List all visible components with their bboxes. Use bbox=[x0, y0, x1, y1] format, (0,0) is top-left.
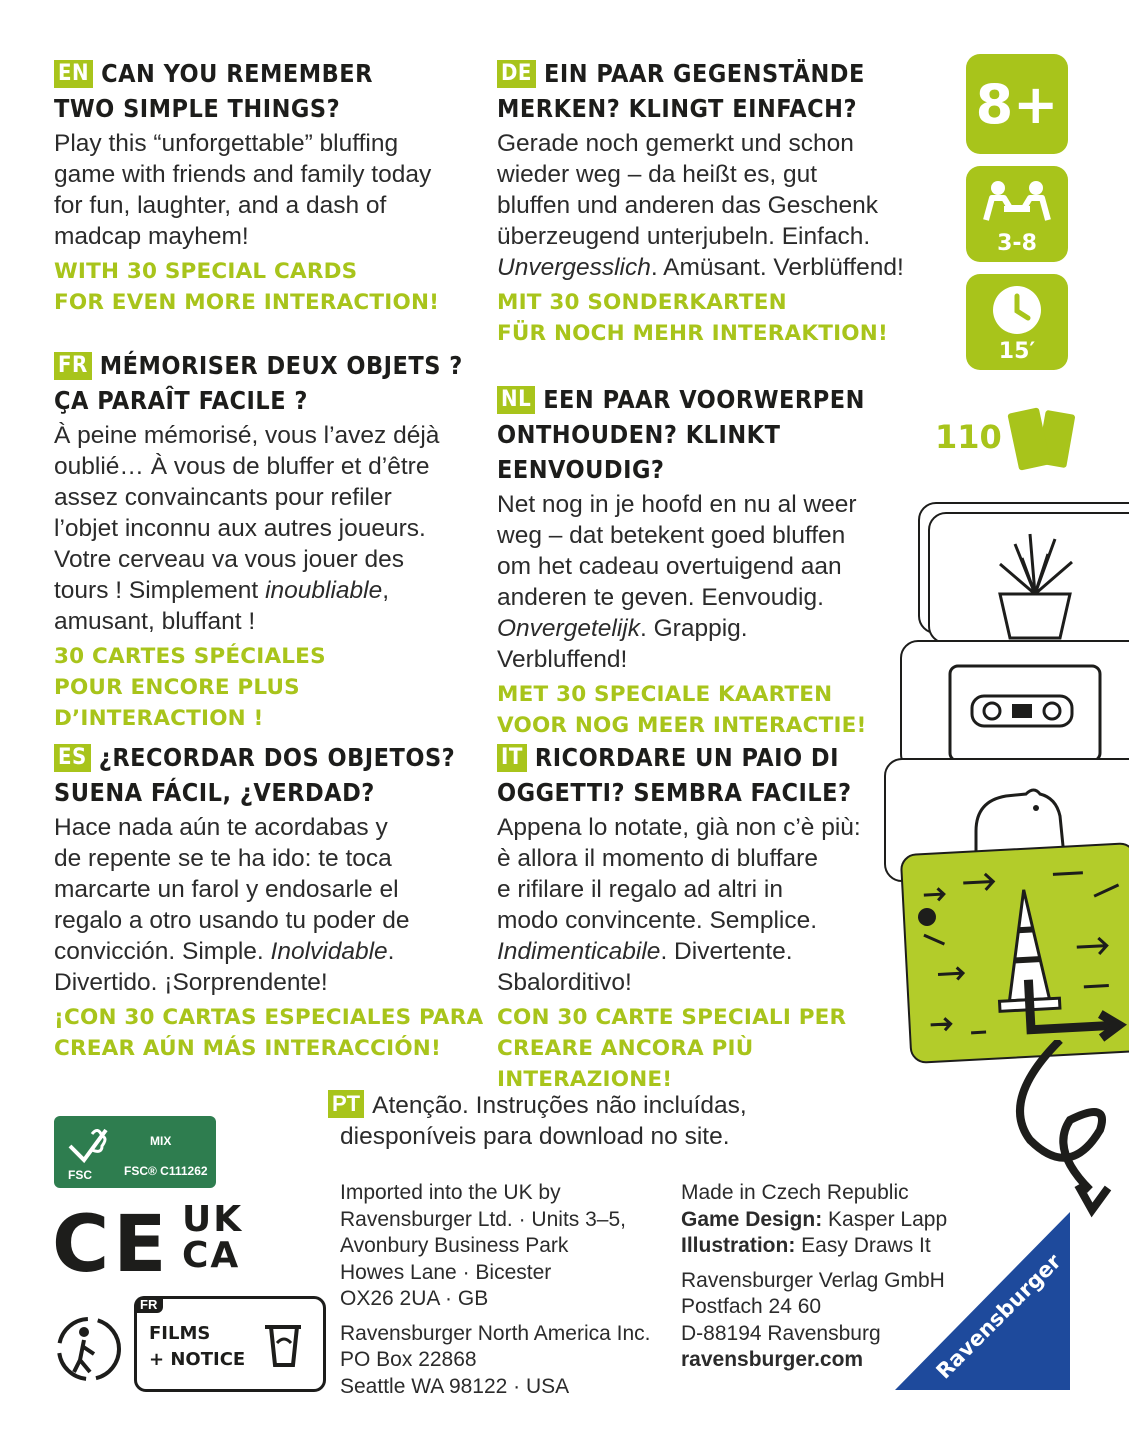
clock-icon bbox=[966, 280, 1068, 340]
ce-mark: CE bbox=[52, 1200, 171, 1290]
plant-card-front bbox=[928, 512, 1129, 644]
lang-tag-es: ES bbox=[54, 744, 91, 772]
section-nl bbox=[497, 382, 927, 741]
lang-tag-nl: NL bbox=[497, 386, 535, 414]
cards-icon bbox=[999, 404, 1089, 474]
ravensburger-logo bbox=[895, 1212, 1070, 1390]
en-title: EN CAN YOU REMEMBER TWO SIMPLE THINGS? bbox=[54, 59, 373, 123]
section-it bbox=[497, 740, 917, 1095]
maker-info: Made in Czech Republic Game Design: Kasper Lapp Illustration: Easy Draws It Ravensburger Verlag GmbH Postfach 24 60 D-88194 Ravensburg ravensburger.com bbox=[681, 1181, 948, 1371]
section-en bbox=[54, 56, 474, 318]
brand-text: Ravensburger bbox=[931, 1249, 1066, 1384]
en-highlight: WITH 30 SPECIAL CARDS FOR EVEN MORE INTERACTION! bbox=[54, 259, 440, 315]
cone-arrows-icon bbox=[902, 844, 1129, 1062]
section-pt: PT Atenção. Instruções não incluídas, diesponíveis para download no site. bbox=[326, 1090, 826, 1152]
special-card bbox=[900, 842, 1129, 1064]
it-body: Appena lo notate, già non c’è più: è allora il momento di bluffare e rifilare il regalo ad altri in modo convincente. Semplice. Indimenticabile. Divertente. Sbalorditivo! bbox=[497, 814, 861, 996]
fr-highlight: 30 CARTES SPÉCIALES POUR ENCORE PLUS D’INTERACTION ! bbox=[54, 644, 326, 731]
de-body: Gerade noch gemerkt und schon wieder weg – da heißt es, gut bluffen und anderen das Geschenk überzeugend unterjubeln. Einfach. Unvergesslich. Amüsant. Verblüffend! bbox=[497, 130, 904, 281]
triman-notice: + NOTICE bbox=[149, 1349, 246, 1370]
section-fr bbox=[54, 348, 484, 734]
es-body: Hace nada aún te acordabas y de repente se te ha ido: te toca marcarte un farol y endosarle el regalo a otro usando tu poder de convicción. Simple. Inolvidable. Divertido. ¡Sorprendente! bbox=[54, 814, 410, 996]
players-label: 3-8 bbox=[997, 231, 1037, 256]
en-body: Play this “unforgettable” bluffing game with friends and family today for fun, laughter, and a dash of madcap mayhem! bbox=[54, 130, 432, 250]
section-de bbox=[497, 56, 937, 349]
de-title: DE EIN PAAR GEGENSTÄNDE MERKEN? KLINGT EINFACH? bbox=[497, 59, 865, 123]
fr-title: FR MÉMORISER DEUX OBJETS ? ÇA PARAÎT FACILE ? bbox=[54, 351, 463, 415]
cassette-card bbox=[900, 640, 1129, 772]
time-label: 15′ bbox=[998, 339, 1036, 364]
fsc-code: FSC® C111262 bbox=[124, 1164, 208, 1178]
it-title: IT RICORDARE UN PAIO DI OGGETTI? SEMBRA FACILE? bbox=[497, 743, 852, 807]
loop-arrow-icon bbox=[990, 1040, 1129, 1220]
triman-films: FILMS bbox=[149, 1323, 211, 1344]
lang-tag-de: DE bbox=[497, 60, 536, 88]
players-badge bbox=[966, 166, 1068, 262]
nl-highlight: MET 30 SPECIALE KAARTEN VOOR NOG MEER INTERACTIE! bbox=[497, 682, 867, 738]
nl-body: Net nog in je hoofd en nu al weer weg – dat betekent goed bluffen om het cadeau overtuigend aan anderen te geven. Eenvoudig. Onvergetelijk. Grappig. Verbluffend! bbox=[497, 491, 857, 673]
players-icon bbox=[966, 174, 1068, 234]
es-title: ES ¿RECORDAR DOS OBJETOS? SUENA FÁCIL, ¿VERDAD? bbox=[54, 743, 456, 807]
section-es bbox=[54, 740, 484, 1064]
recycle-person-icon bbox=[50, 1310, 128, 1388]
fsc-mix: MIX bbox=[150, 1134, 172, 1148]
lang-tag-fr: FR bbox=[54, 352, 92, 380]
nl-title: NL EEN PAAR VOORWERPEN ONTHOUDEN? KLINKT EENVOUDIG? bbox=[497, 385, 865, 484]
it-highlight: CON 30 CARTE SPECIALI PER CREARE ANCORA PIÙ INTERAZIONE! bbox=[497, 1005, 847, 1092]
lang-tag-pt: PT bbox=[328, 1090, 364, 1118]
fsc-brand: FSC bbox=[68, 1168, 92, 1182]
age-label: 8+ bbox=[975, 72, 1059, 136]
triman-country: FR bbox=[134, 1296, 163, 1313]
fsc-logo bbox=[54, 1116, 216, 1188]
age-badge bbox=[966, 54, 1068, 154]
card-count-label: 110 bbox=[935, 418, 1002, 456]
bin-icon bbox=[253, 1313, 313, 1373]
lang-tag-en: EN bbox=[54, 60, 93, 88]
cassette-icon bbox=[942, 656, 1102, 766]
fr-body: À peine mémorisé, vous l’avez déjà oublié… À vous de bluffer et d’être assez convaincants pour refiler l’objet inconnu aux autres joueurs. Votre cerveau va vous jouer des tours ! Simplement inoubliable, amusant, bluffant ! bbox=[54, 422, 440, 635]
ukca-mark: UK CA bbox=[182, 1199, 244, 1276]
card-count bbox=[935, 404, 1090, 474]
time-badge bbox=[966, 274, 1068, 370]
lang-tag-it: IT bbox=[497, 744, 527, 772]
importer-address: Imported into the UK by Ravensburger Ltd. · Units 3–5, Avonbury Business Park Howes Lane · Bicester OX26 2UA · GB Ravensburger North America Inc. PO Box 22868 Seattle WA 98122 · USA bbox=[340, 1181, 651, 1398]
es-highlight: ¡CON 30 CARTAS ESPECIALES PARA CREAR AÚN MÁS INTERACCIÓN! bbox=[54, 1005, 484, 1061]
triman-panel bbox=[134, 1296, 326, 1392]
plant-icon bbox=[960, 514, 1120, 642]
de-highlight: MIT 30 SONDERKARTEN FÜR NOCH MEHR INTERAKTION! bbox=[497, 290, 888, 346]
